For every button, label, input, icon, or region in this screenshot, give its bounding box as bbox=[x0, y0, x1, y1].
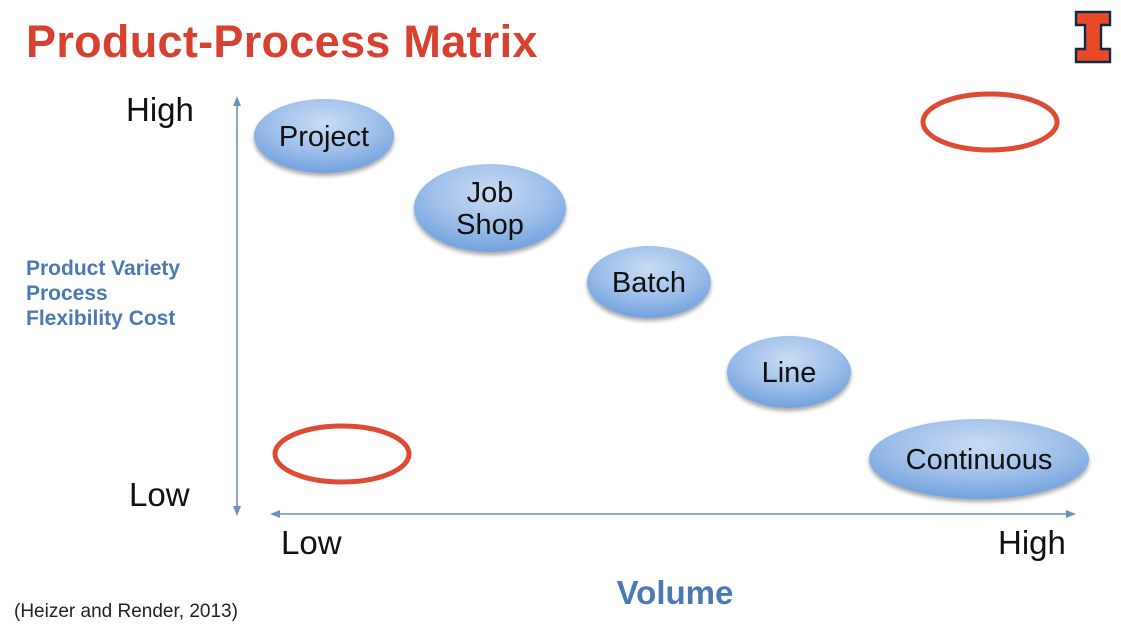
process-label-batch: Batch bbox=[611, 267, 687, 299]
y-axis-title-line: Product Variety bbox=[26, 257, 181, 280]
empty-zone-marker-top-right bbox=[923, 94, 1057, 150]
process-label-continuous: Continuous bbox=[905, 444, 1053, 476]
process-label-project: Project bbox=[278, 121, 370, 153]
y-axis-title-line: Flexibility Cost bbox=[26, 307, 176, 330]
process-label-line: Line bbox=[761, 357, 817, 389]
process-label-job-shop-line1: Job bbox=[466, 177, 514, 209]
y-axis-low-label: Low bbox=[129, 476, 190, 513]
x-axis-arrow bbox=[270, 510, 1076, 518]
y-axis-title-line: Process bbox=[26, 282, 108, 305]
citation: (Heizer and Render, 2013) bbox=[14, 601, 238, 622]
process-label-job-shop-line2: Shop bbox=[456, 209, 524, 241]
y-axis-high-label: High bbox=[126, 91, 194, 128]
y-axis-arrow bbox=[233, 96, 241, 516]
slide-title: Product-Process Matrix bbox=[26, 16, 538, 67]
x-axis-low-label: Low bbox=[281, 524, 342, 561]
x-axis-title: Volume bbox=[616, 574, 734, 611]
x-axis-high-label: High bbox=[998, 524, 1066, 561]
empty-zone-marker-bottom-left bbox=[275, 426, 409, 482]
